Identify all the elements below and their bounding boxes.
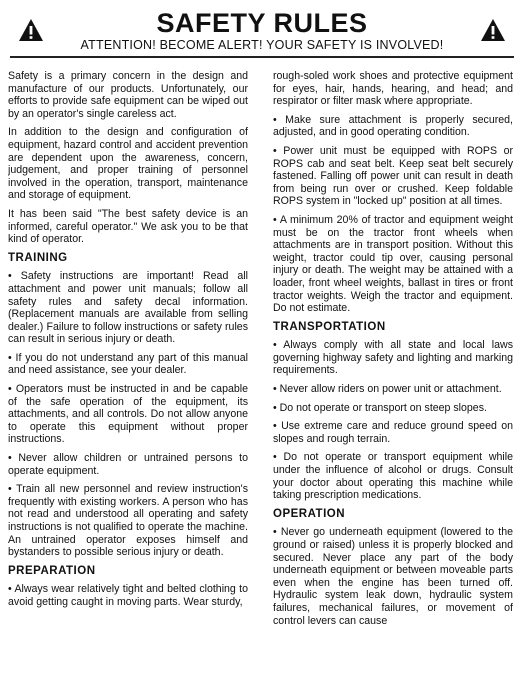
- section-heading-preparation: PREPARATION: [8, 564, 96, 577]
- operation-item: • Never go underneath equipment (lowered to the ground or raised) unless it is properly blocked and secured. Never place any part of the body underneath equipment or between moveable parts even when the engine has been turned off. Hydraulic system leak down, hydraulic system failures, mechanical failures, or movement of control levers can cause: [273, 526, 513, 627]
- transportation-item: • Use extreme care and reduce ground speed on slopes and rough terrain.: [273, 420, 513, 445]
- training-item: • Never allow children or untrained persons to operate equipment.: [8, 452, 248, 477]
- section-heading-operation: OPERATION: [273, 507, 346, 520]
- section-heading-training: TRAINING: [8, 251, 68, 264]
- transportation-item: • Do not operate or transport equipment while under the influence of alcohol or drugs. Consult your doctor about operating this machine while taking prescription medications.: [273, 451, 513, 502]
- preparation-item: • Make sure attachment is properly secured, adjusted, and in good operating condition.: [273, 113, 513, 139]
- section-heading-transportation: TRANSPORTATION: [273, 320, 386, 333]
- intro-paragraph: It has been said "The best safety device is an informed, careful operator." We ask you to be that kind of operator.: [8, 207, 248, 246]
- warning-triangle-icon: [480, 18, 506, 42]
- intro-paragraph: Safety is a primary concern in the design and manufacture of our products. Unfortunately, our efforts to provide safe equipment can be wiped out by an operator's single careless act.: [8, 70, 248, 120]
- training-item: • If you do not understand any part of this manual and need assistance, see your dealer.: [8, 351, 248, 377]
- training-item: • Safety instructions are important! Read all attachment and power unit manuals; follow all safety rules and safety decal information. (Replacement manuals are available from selling dealer.) Failure to follow instructions or safety rules can result in serious injury or death.: [8, 270, 248, 346]
- transportation-item: • Do not operate or transport on steep slopes.: [273, 401, 487, 414]
- preparation-item: • Power unit must be equipped with ROPS or ROPS cab and seat belt. Keep seat belt securely fastened. Falling off power unit can result in death from being run over or crushed. Keep foldable ROPS system in "locked up" position at all times.: [273, 144, 513, 208]
- preparation-item-continued: rough-soled work shoes and protective equipment for eyes, hair, hands, hearing, and head; and respirator or filter mask where appropriate.: [273, 70, 513, 108]
- intro-paragraph: In addition to the design and configuration of equipment, hazard control and accident prevention are dependent upon the awareness, concern, judgement, and proper training of personnel involved in the operation, transport, maintenance and storage of equipment.: [8, 126, 248, 202]
- preparation-item: • A minimum 20% of tractor and equipment weight must be on the tractor front wheels when attachments are in transport position. Without this weight, tractor could tip over, causing personal injury or death. The weight may be attained with a loader, front wheel weights, ballast in tires or front tractor weights. Weigh the tractor and equipment. Do not estimate.: [273, 213, 513, 315]
- transportation-item: • Never allow riders on power unit or attachment.: [273, 383, 502, 396]
- preparation-item: • Always wear relatively tight and belted clothing to avoid getting caught in moving parts. Wear sturdy,: [8, 583, 248, 608]
- header: [10, 6, 514, 58]
- page-title: SAFETY RULES: [156, 8, 368, 38]
- training-item: • Operators must be instructed in and be capable of the safe operation of the equipment, its attachments, and all controls. Do not allow anyone to operate this equipment without proper instructions.: [8, 383, 248, 446]
- transportation-item: • Always comply with all state and local laws governing highway safety and lighting and marking requirements.: [273, 339, 513, 377]
- right-column: [273, 70, 513, 682]
- left-column: [8, 70, 248, 682]
- training-item: • Train all new personnel and review instruction's frequently with existing workers. A person who has not read and understood all operating and safety instructions is not qualified to operate the machine. An untrained operator exposes himself and bystanders to possible serious injury or death.: [8, 483, 248, 559]
- page-subtitle: ATTENTION! BECOME ALERT! YOUR SAFETY IS INVOLVED!: [80, 38, 444, 52]
